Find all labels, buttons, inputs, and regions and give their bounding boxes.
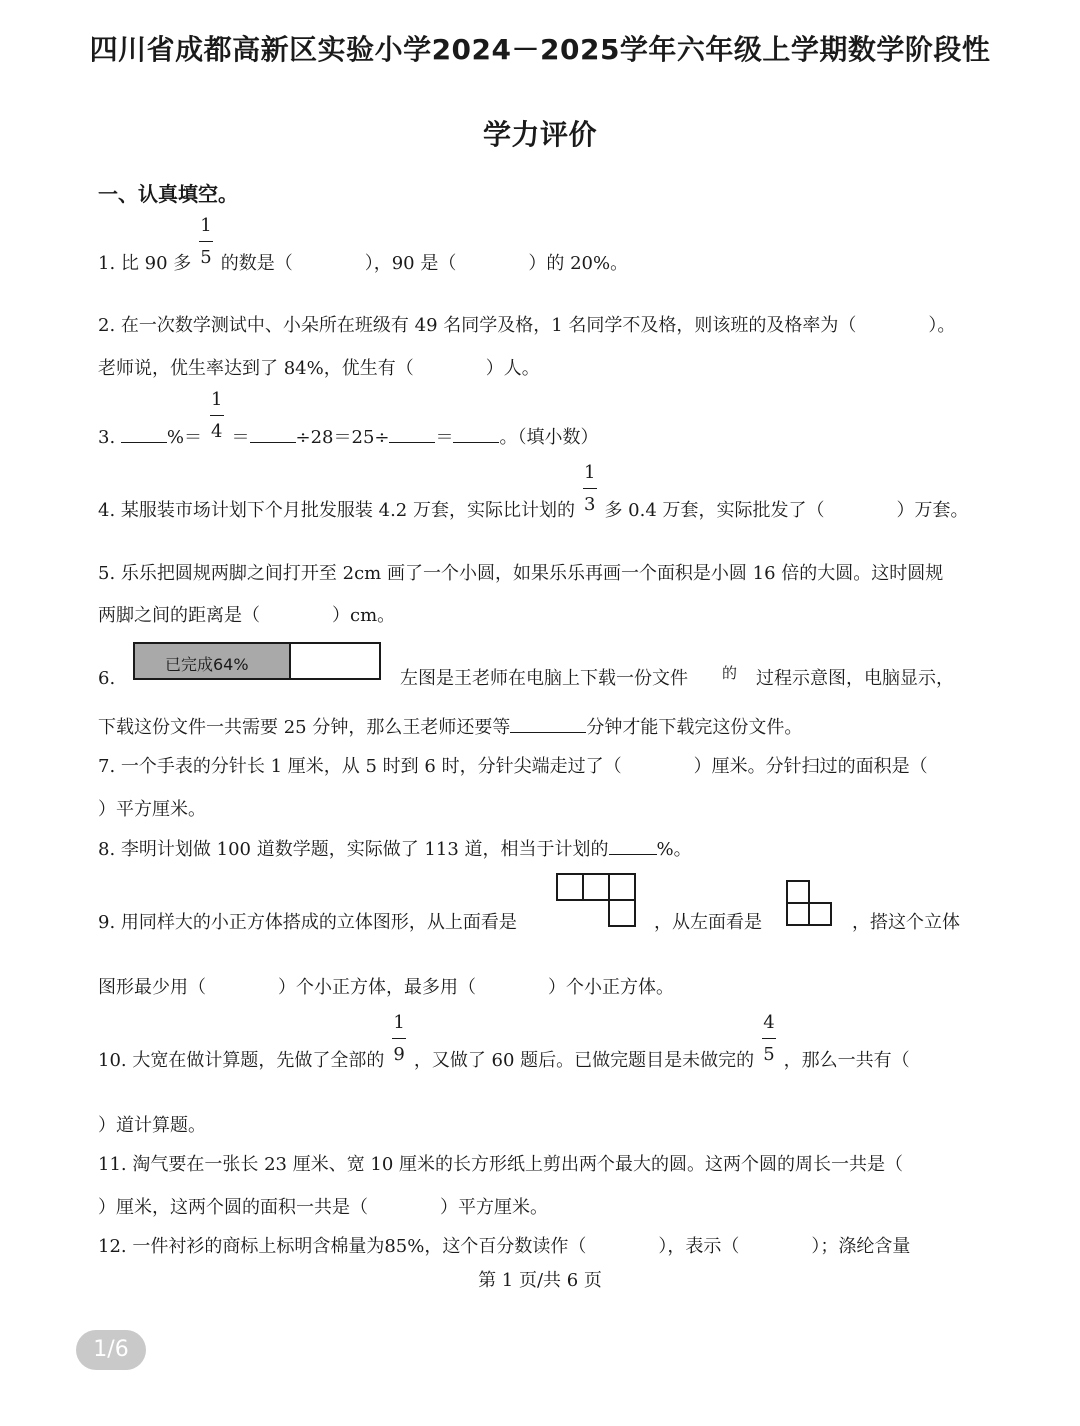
fraction: $\frac{1}{5}$ <box>200 215 212 268</box>
question-2-line-2: 老师说，优生率达到了 84%，优生有（ ）人。 <box>98 358 540 379</box>
left-view-diagram <box>786 880 834 928</box>
question-7-line-1: 7. 一个手表的分针长 1 厘米，从 5 时到 6 时，分针尖端走过了（ ）厘米。分针扫过的面积是（ <box>98 756 928 777</box>
question-1: 1. 比 90 多 $\frac{1}{5}$ 的数是（ ），90 是（ ）的 20%。 <box>98 215 629 274</box>
question-6-line-2: 下载这份文件一共需要 25 分钟，那么王老师还要等 分钟才能下载完这份文件。 <box>98 717 803 738</box>
question-9-text-a: 9. 用同样大的小正方体搭成的立体图形，从上面看是 <box>98 912 517 933</box>
fraction: $\frac{1}{3}$ <box>583 462 596 515</box>
answer-blank[interactable] <box>389 428 435 443</box>
page-title-line-1: 四川省成都高新区实验小学2024－2025学年六年级上学期数学阶段性 <box>89 33 991 66</box>
question-4: 4. 某服装市场计划下个月批发服装 4.2 万套，实际比计划的 $\frac{1}{3}$ 多 0.4 万套，实际批发了（ ）万套。 <box>98 462 969 521</box>
fraction: $\frac{1}{4}$ <box>211 389 223 442</box>
answer-blank[interactable] <box>609 840 657 855</box>
answer-blank[interactable] <box>121 428 167 443</box>
question-8: 8. 李明计划做 100 道数学题，实际做了 113 道，相当于计划的 %。 <box>98 839 692 860</box>
question-3: 3. %＝ $\frac{1}{4}$ ＝ ÷28＝25÷ ＝ 。（填小数） <box>98 389 599 448</box>
question-6-text-a: 左图是王老师在电脑上下载一份文件 <box>400 668 688 689</box>
page-title-line-2: 学力评价 <box>482 118 597 151</box>
question-6-text-b: 过程示意图，电脑显示， <box>756 668 954 689</box>
question-10-line-2: ）道计算题。 <box>98 1115 206 1136</box>
question-11-line-2: ）厘米，这两个圆的面积一共是（ ）平方厘米。 <box>98 1197 548 1218</box>
top-view-diagram <box>556 873 636 929</box>
question-2-line-1: 2. 在一次数学测试中、小朵所在班级有 49 名同学及格，1 名同学不及格，则该班的及格率为（ ）。 <box>98 315 956 336</box>
question-6-note: 的 <box>722 664 738 682</box>
answer-blank[interactable] <box>510 718 586 733</box>
question-7-line-2: ）平方厘米。 <box>98 799 206 820</box>
question-12-line-1: 12. 一件衬衫的商标上标明含棉量为85%，这个百分数读作（ ），表示（ ）；涤纶含量 <box>98 1236 911 1257</box>
progress-label: 已完成64% <box>165 655 249 674</box>
question-9-text-b: ，从左面看是 <box>654 912 762 933</box>
section-heading: 一、认真填空。 <box>98 182 238 206</box>
answer-blank[interactable] <box>250 428 296 443</box>
question-9-text-c: ，搭这个立体 <box>852 912 960 933</box>
question-5-line-1: 5. 乐乐把圆规两脚之间打开至 2cm 画了一个小圆，如果乐乐再画一个面积是小圆 16 倍的大圆。这时圆规 <box>98 563 944 584</box>
download-progress-bar <box>133 642 381 680</box>
question-6-number: 6. <box>98 668 116 689</box>
question-5-line-2: 两脚之间的距离是（ ）cm。 <box>98 605 396 626</box>
question-10: 10. 大宽在做计算题，先做了全部的 $\frac{1}{9}$ ，又做了 60 题后。已做完题目是未做完的 $\frac{4}{5}$ ，那么一共有（ <box>98 1012 910 1071</box>
answer-blank[interactable] <box>453 428 499 443</box>
fraction: $\frac{1}{9}$ <box>393 1012 405 1065</box>
question-9-line-2: 图形最少用（ ）个小正方体，最多用（ ）个小正方体。 <box>98 977 674 998</box>
page-footer: 第 1 页/共 6 页 <box>478 1270 602 1291</box>
question-11-line-1: 11. 淘气要在一张长 23 厘米、宽 10 厘米的长方形纸上剪出两个最大的圆。这两个圆的周长一共是（ <box>98 1154 904 1175</box>
fraction: $\frac{4}{5}$ <box>763 1012 775 1065</box>
page-indicator[interactable]: 1/6 <box>76 1330 146 1370</box>
